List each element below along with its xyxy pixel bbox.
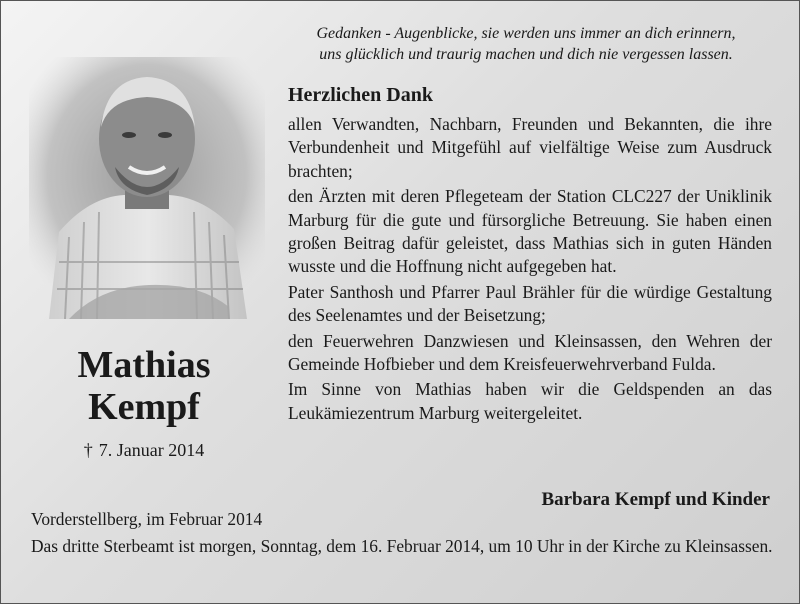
- deceased-name: [31, 344, 257, 428]
- quote-line-2: uns glücklich und traurig machen und dich nie vergessen lassen.: [319, 46, 733, 63]
- signature: Barbara Kempf und Kinder: [541, 489, 770, 510]
- thanks-paragraph: allen Verwandten, Nachbarn, Freunden und Bekannten, die ihre Verbundenheit und Mitgefühl auf vielfältige Weise zum Ausdruck brachten;: [288, 114, 772, 181]
- thanks-paragraph: Pater Santhosh und Pfarrer Paul Brähler für die würdige Gestaltung des Seelenamtes und der Beisetzung;: [288, 281, 772, 326]
- portrait-photo: [29, 57, 265, 319]
- quote-line-1: Gedanken - Augenblicke, sie werden uns immer an dich erinnern,: [316, 25, 736, 42]
- thanks-paragraph: Im Sinne von Mathias haben wir die Geldspenden an das Leukämiezentrum Marburg weitergeleitet.: [288, 379, 772, 423]
- thanks-body: [288, 113, 772, 427]
- service-note: Das dritte Sterbeamt ist morgen, Sonntag, dem 16. Februar 2014, um 10 Uhr in der Kirche zu Kleinsassen.: [31, 536, 773, 556]
- thanks-paragraph: den Feuerwehren Danzwiesen und Kleinsassen, den Wehren der Gemeinde Hofbieber und dem Kreisfeuerwehrverband Fulda.: [288, 330, 772, 375]
- death-date: 7. Januar 2014: [98, 440, 205, 460]
- death-date-line: [31, 439, 257, 461]
- place-date: Vorderstellberg, im Februar 2014: [31, 509, 263, 529]
- thanks-paragraph: den Ärzten mit deren Pflegeteam der Station CLC227 der Uniklinik Marburg für die gute und fürsorgliche Betreuung. Sie haben einen großen Beitrag dafür geleistet, dass Mathias sich in guten Händen wusste und die Hoffnung nicht aufgegeben hat.: [288, 186, 772, 277]
- thanks-title: Herzlichen Dank: [288, 84, 433, 106]
- cross-icon: †: [83, 440, 93, 460]
- first-name: Mathias: [77, 344, 211, 386]
- memorial-quote: [281, 23, 771, 65]
- last-name: Kempf: [88, 386, 200, 428]
